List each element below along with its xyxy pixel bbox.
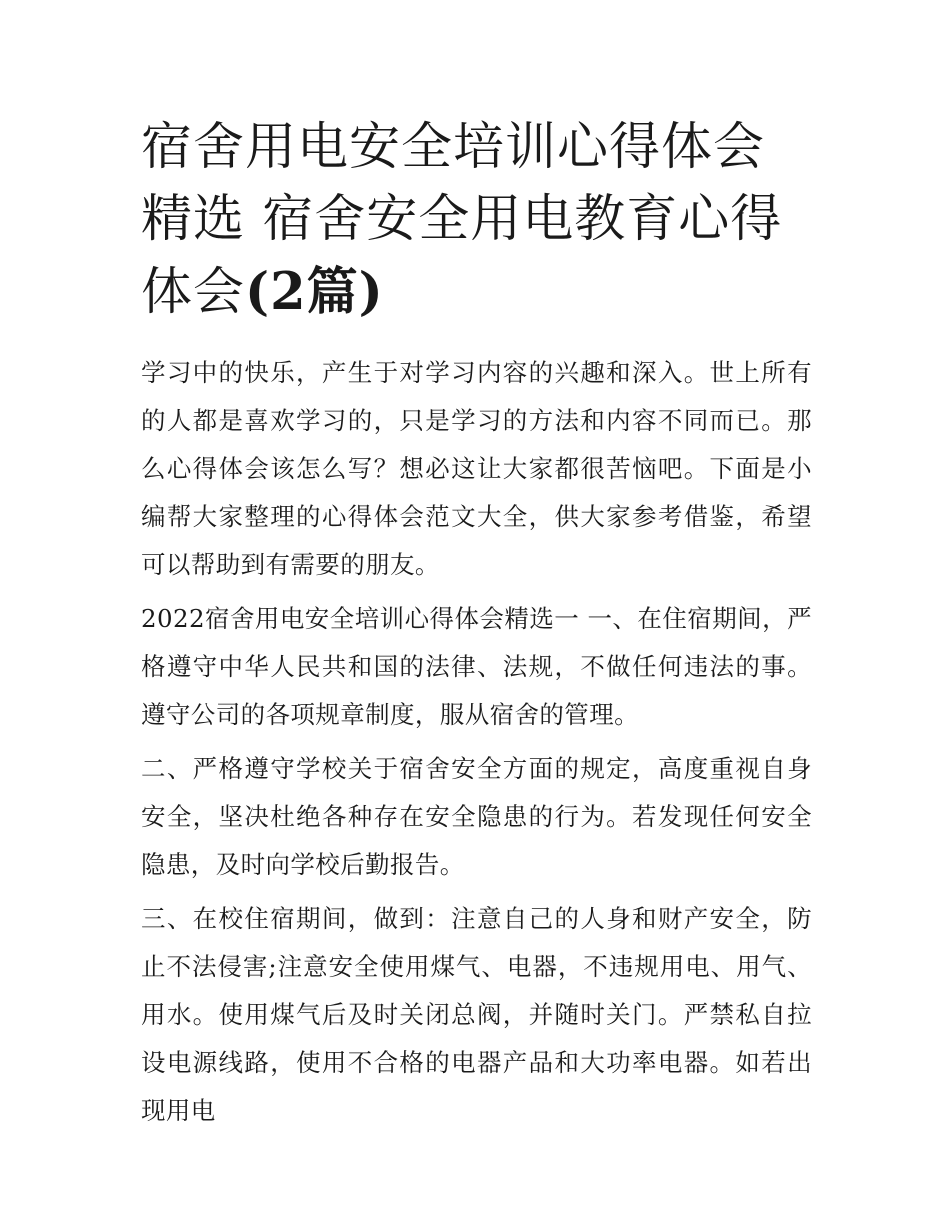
paragraph-item-2: 二、严格遵守学校关于宿舍安全方面的规定，高度重视自身安全，坚决杜绝各种存在安全隐患的行为。若发现任何安全隐患，及时向学校后勤报告。	[141, 754, 812, 879]
paragraph-item-3: 三、在校住宿期间，做到：注意自己的人身和财产安全，防止不法侵害;注意安全使用煤气、电器，不违规用电、用气、用水。使用煤气后及时关闭总阀，并随时关门。严禁私自拉设电源线路，使用不合格的电器产品和大功率电器。如若出现用电	[141, 904, 812, 1125]
document-title	[141, 112, 812, 329]
document-title-main: 宿舍用电安全培训心得体会精选 宿舍安全用电教育心得体会	[141, 118, 783, 322]
document-title-count: (2篇)	[245, 262, 384, 322]
paragraph-item-1: 2022宿舍用电安全培训心得体会精选一 一、在住宿期间，严格遵守中华人民共和国的法律、法规，不做任何违法的事。遵守公司的各项规章制度，服从宿舍的管理。	[141, 604, 812, 729]
paragraph-intro: 学习中的快乐，产生于对学习内容的兴趣和深入。世上所有的人都是喜欢学习的，只是学习的方法和内容不同而已。那么心得体会该怎么写？想必这让大家都很苦恼吧。下面是小编帮大家整理的心得体会范文大全，供大家参考借鉴，希望可以帮助到有需要的朋友。	[141, 358, 812, 579]
